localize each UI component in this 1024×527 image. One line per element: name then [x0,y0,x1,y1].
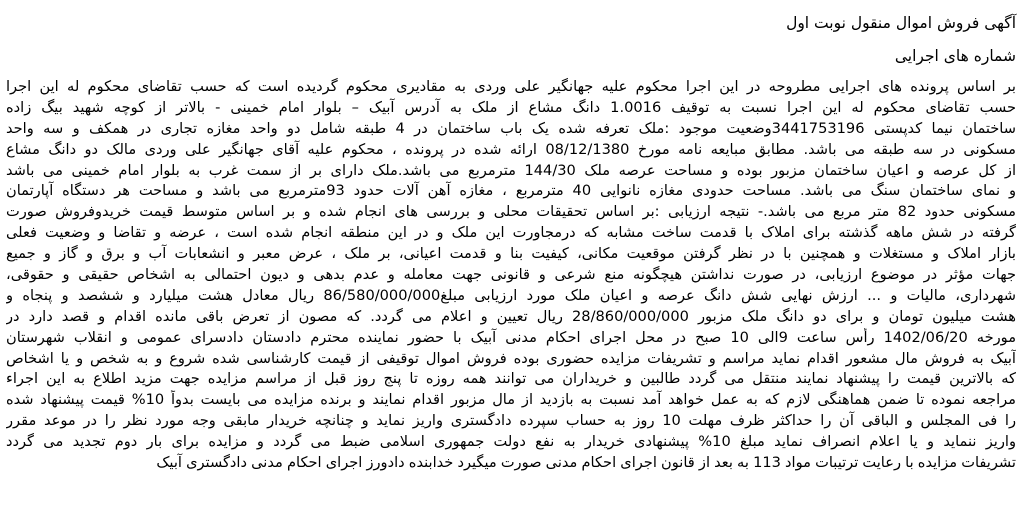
body-line: ساختمان نیما کدپستی 3441753196وضعیت موجود :ملک تعرفه شده یک باب ساختمان در 4 طبقه شامل دو واحد مغازه تجاری در همکف و سه واحد [6,119,1016,137]
body-line: مورخه 1402/06/20 رأس ساعت 9الی 10 صبح در محل اجرای احکام مدنی آبیک با حضور نماینده محترم دادستان دادسرای عمومی و انقلاب شهرستان [6,328,1016,346]
body-line: که بالاترین قیمت را پیشنهاد نمایند منتقل می گردد طالبین و خریداران می توانند همه روزه تا پنج روز قبل از مراسم مزایده جهت مزید اطلاع به این اجراء [6,370,1016,388]
body-line: بر اساس پرونده های اجرایی مطروحه در این اجرا محکوم علیه جهانگیر علی وردی به مقادیری محکوم گردیده است که حسب تقاضای محکوم له این اجرا [6,78,1016,95]
body-line: بازار املاک و مستغلات و همچنین با در نظر گرفتن موقعیت مکانی، کیفیت بنا و قدمت اعیانی، بر ملک ، عرض معبر و انشعابات آب و برق و گاز و جمیع [6,245,1016,263]
body-line: شهرداری، مالیات و ... ارزش نهایی شش دانگ عرصه و اعیان ملک مورد ارزیابی مبلغ86/580/000/000 ریال معادل هشت میلیارد و ششصد و پنجاه و [6,286,1016,304]
body-line: گرفته در شش ماهه گذشته برای املاک با قدمت ساخت مشابه که درمجاورت این ملک و در این منطقه انجام شده است ، عرضه و تقاضا و وضعیت فعلی [6,224,1016,242]
body-line: آبیک به فروش مال مشعور اقدام نماید مراسم و تشریفات مزایده حضوری بوده فروش اموال توقیفی از قیمت کارشناسی شده شروع و به شخص و یا اشخاص [6,349,1016,367]
body-line: جهات مؤثر در موضوع ارزیابی، در صورت نداشتن هیچگونه منع شرعی و قانونی جهت معامله و عدم بدهی و دیون احتمالی به اشخاص حقیقی و حقوقی، [6,266,1016,284]
notice-subtitle: شماره های اجرایی [894,47,1016,65]
body-line: از کل عرصه و اعیان ساختمان مزبور بوده و مساحت عرصه ملک 144/30 مترمربع می باشد.ملک دارای بر از سمت غرب به بلوار امام خمینی می باشد [6,161,1016,179]
notice-title: آگهی فروش اموال منقول نوبت اول [786,14,1016,32]
body-line: واریز ننماید و یا اعلام انصراف نماید مبلغ 10% پیشنهادی خریدار به نفع دولت جمهوری اسلامی ضبط می گردد و مزایده برای بار دوم تجدید می گردد [6,433,1016,451]
body-line: حسب تقاضای محکوم له این اجرا نسبت به توقیف 1.0016 دانگ مشاع از ملک به آدرس آبیک – بلوار امام خمینی - بالاتر از کوچه شهید بیگ زاده [6,98,1016,116]
notice-body [6,77,1016,474]
body-line: مسکونی حدود 82 متر مربع می باشد.- نتیجه ارزیابی :بر اساس تحقیقات محلی و بررسی های انجام شده و بر اساس متوسط قیمت خریدوفروش صورت [6,203,1016,221]
body-line: را فی المجلس و الباقی آن را حداکثر ظرف مهلت 10 روز به حساب سپرده دادگستری واریز نماید و چنانچه خریدار مابقی وجه مورد نظر را در موعد مقرر [6,412,1016,430]
body-line: مسکونی در سه طبقه می باشد. مطابق مبایعه نامه مورخ 08/12/1380 ارائه شده در پرونده ، محکوم علیه آقای جهانگیر علی وردی مالک دو دانگ مشاع [6,140,1016,158]
body-line: مراجعه نموده تا ضمن هماهنگی لازم که به عمل خواهد آمد نسبت به بازدید از مال مزبور اقدام نمایند و برنده مزایده می بایست بدواً 10% قیمت پیشنهاد شده [6,391,1016,409]
body-line: و نمای ساختمان سنگ می باشد. مساحت حدودی مغازه نانوایی 40 مترمربع ، مغازه آهن آلات حدود 93مترمربع می باشد و مساحت هر دستگاه آپارتمان [6,182,1016,200]
body-line: تشریفات مزایده با رعایت ترتیبات مواد 113 به بعد از قانون اجرای احکام مدنی صورت میگیرد خدابنده دادورز اجرای احکام مدنی دادگستری آبیک [156,454,1016,472]
body-line: هشت میلیون تومان و برای دو دانگ ملک مزبور 28/860/000/000 ریال تعیین و اعلام می گردد. که مصون از تعرض باقی مانده اقدام و قصد دارد در [6,307,1016,325]
